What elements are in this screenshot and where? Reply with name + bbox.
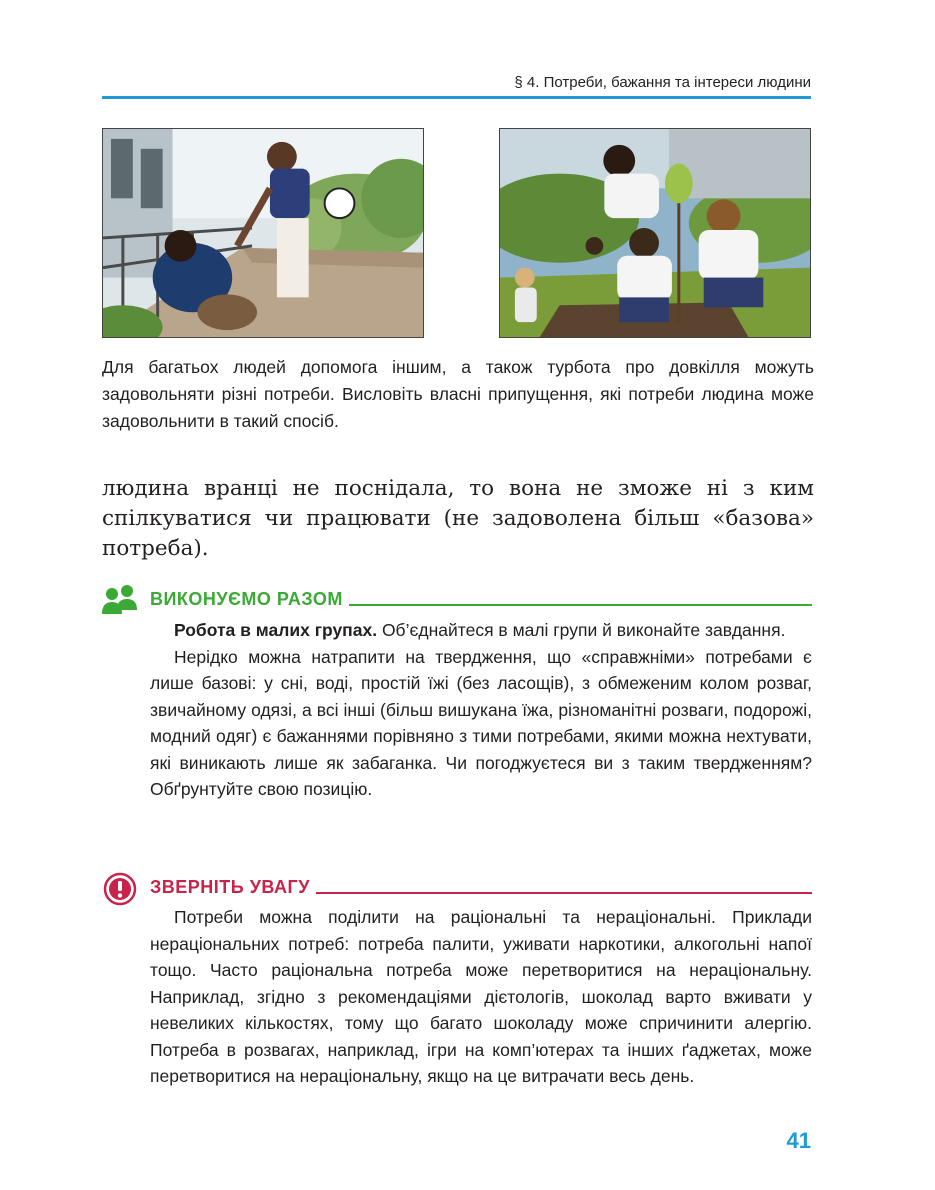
section-attention-title: ЗВЕРНІТЬ УВАГУ	[150, 876, 316, 898]
photo-caption: Для багатьох людей допомога іншим, а також турбота про довкілля можуть задовольняти різні потреби. Висловіть власні припущення, які потреби людина може задовольнити в такий спосіб.	[102, 357, 814, 431]
page-number: 41	[786, 1128, 811, 1153]
exclamation-icon	[100, 872, 140, 906]
section-attention-body	[150, 904, 812, 1090]
task-line	[150, 617, 812, 644]
group-people-icon	[100, 584, 140, 618]
photo-planting-trees	[499, 128, 811, 338]
attention-paragraph: Потреби можна поділити на раціональні та нераціональні. Приклади нераціональних потреб: потреба палити, уживати наркотики, алкогольні напої тощо. Часто раціональна потреба може перетворитися на нераціональну. Наприклад, згідно з рекомендаціями дієтологів, шоколад варто вживати у невеликих кількостях, тому що багато шоколаду може спричинити алергію. Потреба в розвагах, наприклад, ігри на комп’ютерах та інших ґаджетах, може перетворитися на нераціональну, якщо на це витрачати весь день.	[150, 907, 812, 1086]
section-attention-header	[100, 872, 812, 906]
section-together-header	[100, 584, 812, 618]
running-header	[102, 73, 811, 99]
task-rest: Об’єднайтеся в малі групи й виконайте завдання.	[377, 620, 786, 640]
running-title: § 4. Потреби, бажання та інтереси людини	[514, 74, 811, 91]
section-together-body	[150, 617, 812, 803]
together-paragraph: Нерідко можна натрапити на твердження, що «справжніми» потребами є лише базові: у сні, воді, простій їжі (без ласощів), з обмеженим колом розваг, звичайному одязі, а всі інші (більш вишукана їжа, різноманітні розваги, подорожі, модний одяг) є бажаннями порівняно з тими потребами, якими можна нехтувати, які виникають лише як забаганка. Чи погоджуєтеся ви з таким твердженням? Обґрунтуйте свою позицію.	[150, 646, 812, 799]
photo-helping-hand	[102, 128, 424, 338]
continuation-text: людина вранці не поснідала, то вона не зможе ні з ким спілкуватися чи працювати (не задоволена більш «базова» потреба).	[102, 476, 814, 561]
section-together-title: ВИКОНУЄМО РАЗОМ	[150, 588, 349, 610]
task-bold: Робота в малих групах.	[174, 620, 378, 640]
